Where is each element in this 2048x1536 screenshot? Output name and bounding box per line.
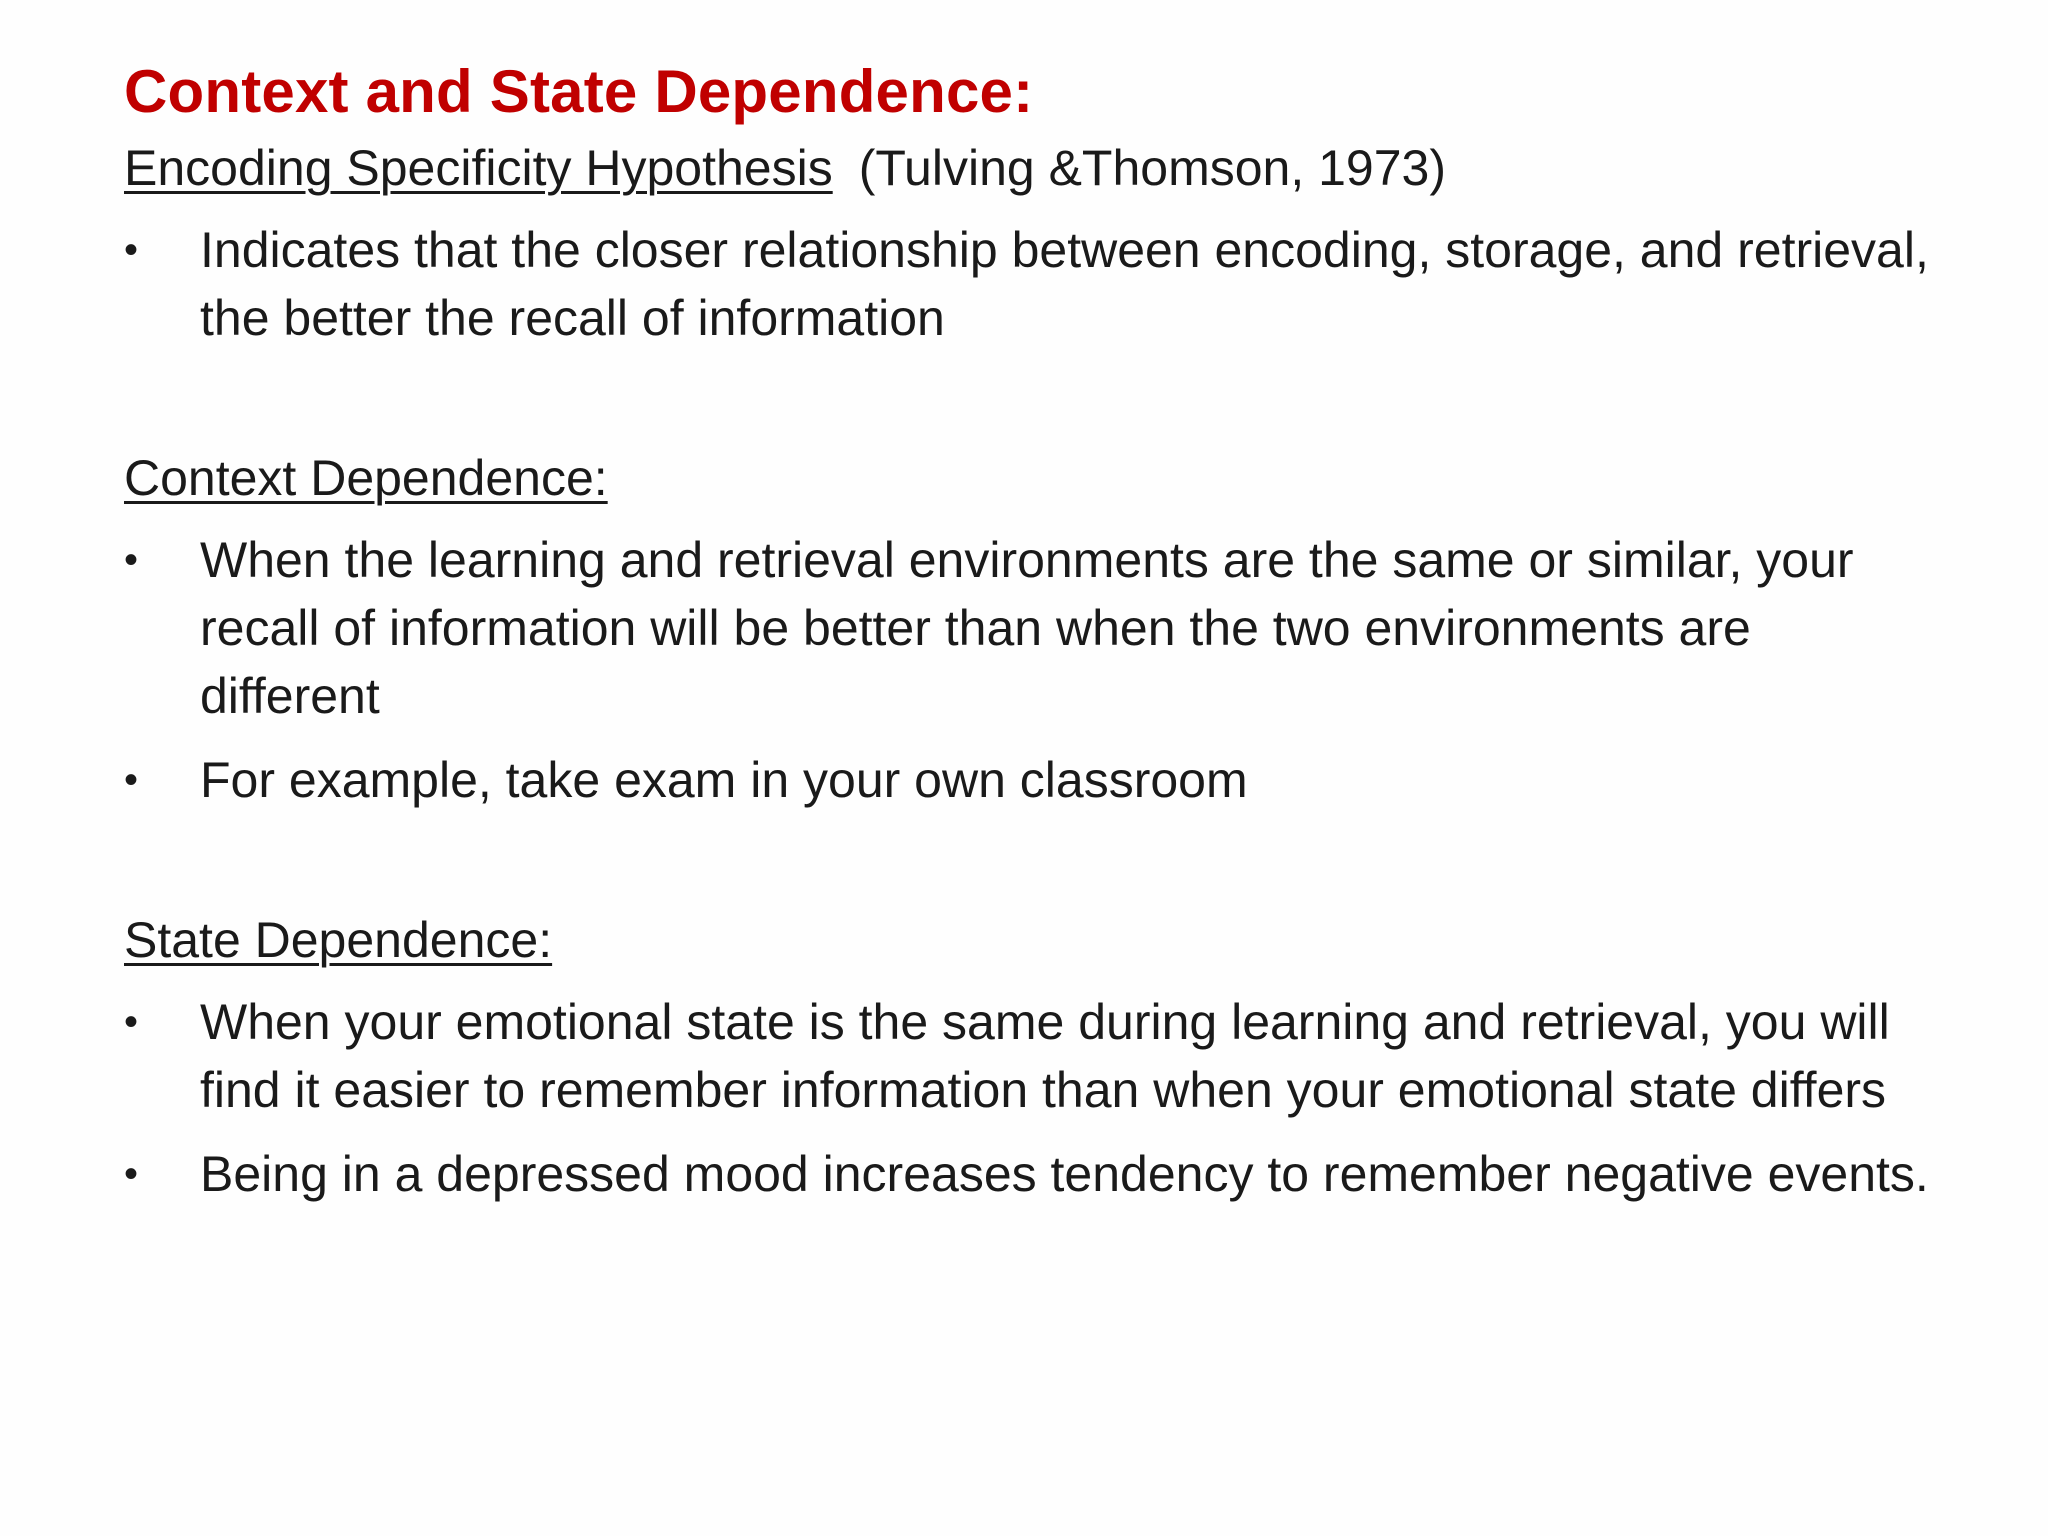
bullet-list: [124, 988, 1944, 1208]
list-item: [124, 526, 1944, 730]
section-heading: Encoding Specificity Hypothesis: [124, 140, 833, 196]
bullet-icon: •: [124, 758, 139, 802]
section-heading-line: [124, 446, 1944, 510]
section-encoding-specificity: [124, 136, 1944, 352]
bullet-text: When the learning and retrieval environments are the same or similar, your recall of information will be better than when the two environments are different: [200, 532, 1854, 724]
section-state-dependence: [124, 908, 1944, 1208]
bullet-list: [124, 216, 1944, 352]
section-heading: Context Dependence:: [124, 450, 608, 506]
list-item: [124, 1140, 1944, 1208]
bullet-icon: •: [124, 1152, 139, 1196]
list-item: [124, 216, 1944, 352]
slide-title: Context and State Dependence:: [124, 58, 1034, 125]
bullet-text: When your emotional state is the same during learning and retrieval, you will find it easier to remember information than when your emotional state differs: [200, 994, 1890, 1118]
bullet-icon: •: [124, 1000, 139, 1044]
bullet-icon: •: [124, 228, 139, 272]
spacer: [124, 368, 1944, 446]
spacer: [124, 830, 1944, 908]
section-heading-line: [124, 908, 1944, 972]
bullet-text: Indicates that the closer relationship between encoding, storage, and retrieval, the better the recall of information: [200, 222, 1929, 346]
list-item: [124, 746, 1944, 814]
section-citation: (Tulving &Thomson, 1973): [858, 140, 1447, 196]
section-heading: State Dependence:: [124, 912, 553, 968]
slide-content: [124, 56, 1944, 1224]
bullet-icon: •: [124, 538, 139, 582]
bullet-text: Being in a depressed mood increases tendency to remember negative events.: [200, 1146, 1929, 1202]
list-item: [124, 988, 1944, 1124]
bullet-text: For example, take exam in your own classroom: [200, 752, 1248, 808]
section-heading-line: [124, 136, 1944, 200]
bullet-list: [124, 526, 1944, 814]
section-context-dependence: [124, 446, 1944, 814]
